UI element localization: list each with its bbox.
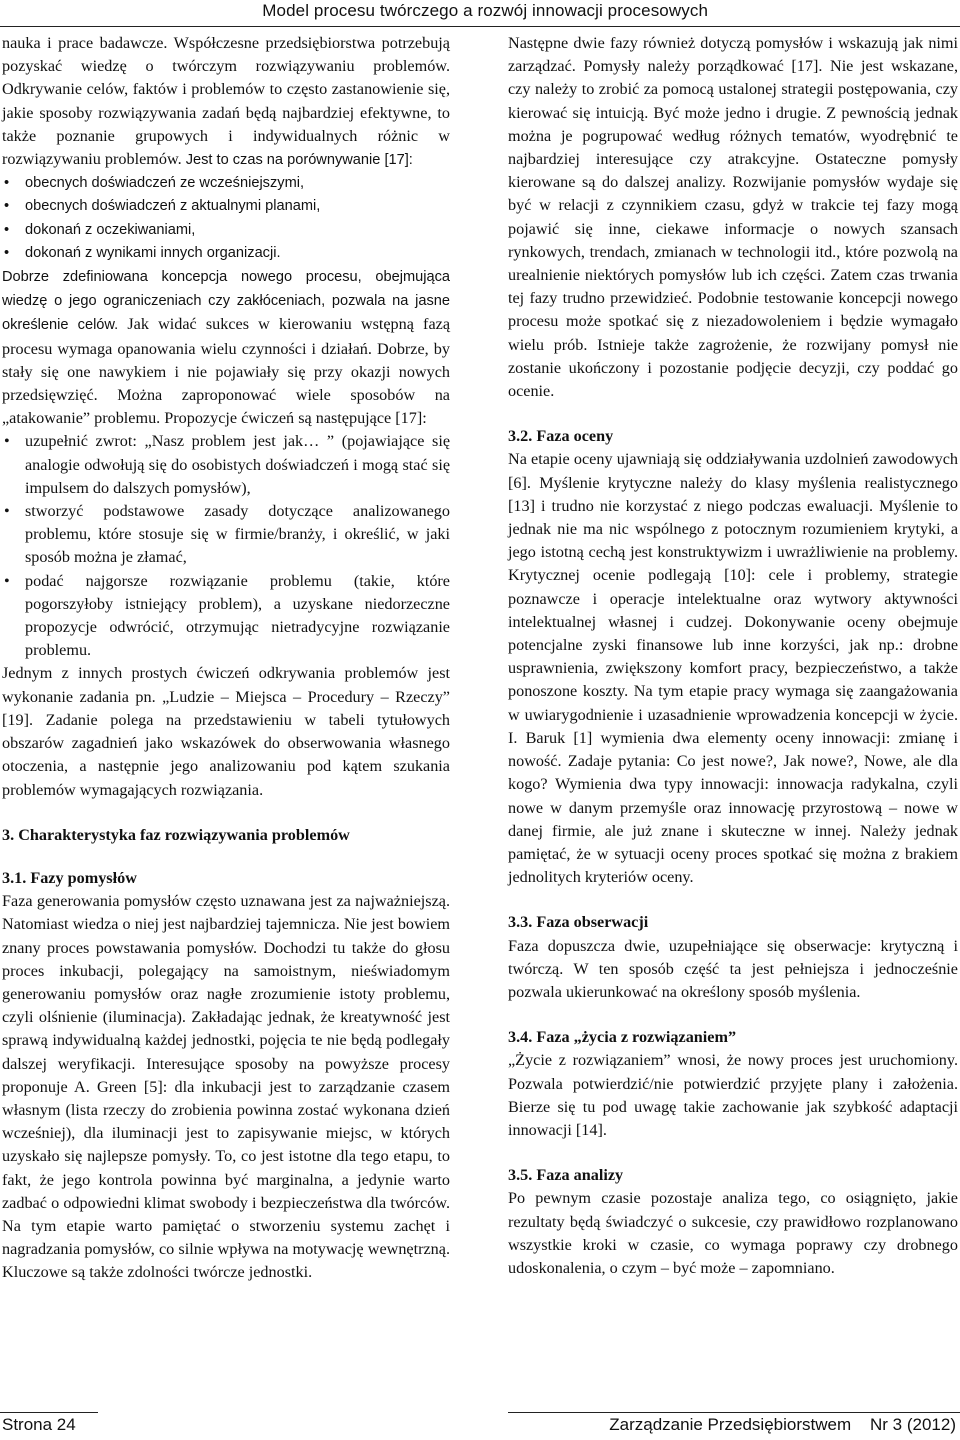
paragraph: Faza generowania pomysłów często uznawana jest za najważniejszą. Natomiast wiedza o niej jest najbardziej tajemnicza. Nie jest bowiem znany proces powstawania pomysłów. Dochodzi tu także do głosu proces inkubacji, polegający na samoistnym, nieświadomym generowaniu pomysłów oraz nagłe zrozumienie istoty problemu, czyli olśnienie (iluminacja). Zakładając jednak, że kreatywność jest sprawą indywidualną każdej jednostki, pojęcia te nie będą podlegały dalszej weryfikacji. Interesujące sposoby na powyższe procesy proponuje A. Green [5]: dla inkubacji jest to zarządzanie czasem własnym (lista rzeczy do zrobienia powinna zostać wykonana dzień wcześniej), dla iluminacji jest to zapisywanie miejsc, w których uzyskało się najlepsze pomysły. To, co jest istotne dla tego etapu, to fakt, że jego kontrola powinna być marginalna, a jedynie warto zadbać o odpowiedni klimat swobody i bezpieczeństwa dla twórców. Na tym etapie warto pamiętać o stworzeniu systemu zachęt i nagradzania pomysłów, co silnie wpływa na motywację wewnętrzną. Kluczowe są także zdolności twórcze jednostki. [2, 892, 450, 1282]
running-title: Model procesu twórczego a rozwój innowacji procesowych [262, 1, 708, 20]
subsection-heading: 3.2. Faza oceny [508, 427, 614, 446]
footer-rule-right [508, 1412, 960, 1413]
footer-rule-left [0, 1412, 98, 1413]
section-heading: 3. Charakterystyka faz rozwiązywania problemów [2, 825, 350, 844]
list-item: • podać najgorsze rozwiązanie problemu (takie, które pogorszyłoby istniejący problem), a uzyskane niedorzeczne propozycje odwrócić, otrzymując nietradycyjne rozwiązanie problemu. [2, 570, 450, 663]
running-header [0, 0, 960, 27]
comparison-list [2, 172, 450, 265]
right-column [508, 32, 958, 1280]
list-item: • obecnych doświadczeń z aktualnymi planami, [2, 195, 450, 218]
left-column [2, 32, 450, 1285]
paragraph [2, 265, 450, 430]
paragraph: Na etapie oceny ujawniają się oddziaływania uzdolnień zawodowych [6]. Myślenie krytyczne należy do klasy myślenia realistycznego [13] i trudno nie korzystać z niego podczas ewaluacji. Myślenie to jednak nie ma nic wspólnego z potocznym rozumieniem krytyki, a jego istotną cechą jest konstruktywizm i uwrażliwienie na problemy. Krytycznej ocenie podlegają [10]: cele i problemy, strategie poznawcze i operacje intelektualne oraz wytwory aktywności intelektualnej własnej i cudzej. Dokonywanie oceny obejmuje potencjalne zyski finansowe lub inne korzyści, jak np.: drobne usprawnienia, zwiększony komfort pracy, bezpieczeństwo, a także ponoszone koszty. Na tym etapie pracy wymaga się zaangażowania w uwiarygodnienie i uzasadnienie wprowadzenia koncepcji w życie. I. Baruk [1] wymienia dwa elementy oceny innowacji: zmianę i nowość. Zadaje pytania: Co jest nowe?, Jak nowe?, Nowe, ale dla kogo? Wymienia dwa typy innowacji: innowacja radykalna, czyli nowe w danym przemyśle oraz innowację przyrostową – nowe w danej firmie, ale już znane i skuteczne w innej. Należy jednak pamiętać, że w sytuacji oceny proces spotkać się można z brakiem jednolitych kryteriów oceny. [508, 450, 958, 887]
paragraph-text: Jest to czas na porównywanie [17]: [185, 152, 413, 169]
exercise-list [2, 430, 450, 662]
subsection-heading: 3.4. Faza „życia z rozwiązaniem” [508, 1028, 737, 1047]
list-item: • obecnych doświadczeń ze wcześniejszymi, [2, 172, 450, 195]
subsection-heading: 3.5. Faza analizy [508, 1166, 624, 1185]
paragraph: Jednym z innych prostych ćwiczeń odkrywania problemów jest wykonanie zadania pn. „Ludzie – Miejsca – Procedury – Rzeczy” [19]. Zadanie polega na przedstawieniu w tabeli tytułowych obszarów zagadnień jako wskazówek do obserwowania własnego otoczenia, a następnie jego analizowaniu pod kątem szukania problemów wymagających rozwiązania. [2, 664, 450, 799]
paragraph: Po pewnym czasie pozostaje analiza tego, co osiągnięto, jakie rezultaty będą świadczyć o sukcesie, czy prawidłowo rozplanowano wszystkie kroki w czasie, co wymaga poprawy czy drobnego udoskonalenia, o czym – być może – zapomniano. [508, 1189, 958, 1277]
subsection-heading: 3.3. Faza obserwacji [508, 913, 649, 932]
list-item: • stworzyć podstawowe zasady dotyczące analizowanego problemu, które stosuje się w firmie/branży, i określić, w jaki sposób można je złamać, [2, 500, 450, 570]
subsection-heading: 3.1. Fazy pomysłów [2, 868, 137, 887]
page-number: Strona 24 [2, 1415, 76, 1434]
journal-info: Zarządzanie Przedsiębiorstwem Nr 3 (2012) [609, 1415, 956, 1434]
paragraph: Faza dopuszcza dwie, uzupełniające się obserwacje: krytyczną i twórczą. W ten sposób część ta jest pełniejsza i jednocześnie pozwala ukierunkować na określony sposób myślenia. [508, 936, 958, 1001]
paragraph-text: nauka i prace badawcze. Współczesne przedsiębiorstwa potrzebują pozyskać wiedzę o twórczym rozwiązywaniu problemów. Odkrywanie celów, faktów i problemów to często zastanowienie się, jakie sposoby rozwiązywania zadań będą najbardziej efektywne, to także poznanie grupowych i indywidualnych różnic w rozwiązywaniu problemów. [2, 34, 450, 169]
list-item: • uzupełnić zwrot: „Nasz problem jest jak… ” (pojawiające się analogie odwołują się do osobistych doświadczeń i mogą stać się impulsem do dalszych pomysłów), [2, 430, 450, 500]
list-item: • dokonań z wynikami innych organizacji. [2, 242, 450, 265]
paragraph: Następne dwie fazy również dotyczą pomysłów i wskazują jak nimi zarządzać. Pomysły należy porządkować [17]. Nie jest wskazane, czy należy to zrobić za pomocą ustalonej strategii postępowania, czy kierować się intuicją. Być może jedno i drugie. Z pewnością jednak można je pogrupować według różnych tematów, wyodrębnić te najbardziej interesujące czy atrakcyjne. Ostateczne pomysły kierowane są do dalszej analizy. Rozwijanie pomysłów wydaje się być w relacji z czynnikiem czasu, gdyż w trakcie tej fazy mogą pojawić się inne, ciekawe informacje o nowych szansach rynkowych, trendach, zmianach w technologii itd., które pozwolą na urealnienie niektórych pomysłów lub ich części. Zatem czas trwania tej fazy trudno przewidzieć. Podobnie testowanie koncepcji nowego procesu może spotkać się z niezadowoleniem i będzie wymagało wielu prób. Istnieje także zagrożenie, że rozwijany pomysł nie zostanie ukończony i pozostanie podjęcie decyzji, czy poddać go ocenie. [508, 34, 958, 401]
list-item: • dokonań z oczekiwaniami, [2, 219, 450, 242]
paragraph: „Życie z rozwiązaniem” wnosi, że nowy proces jest uruchomiony. Pozwala potwierdzić/nie potwierdzić przyjęte plany i założenia. Bierze się tu pod uwagę takie zachowanie jak szybkość adaptacji innowacji [14]. [508, 1051, 958, 1139]
paragraph [2, 32, 450, 172]
paragraph-text: Jak widać sukces w kierowaniu wstępną fazą procesu wymaga opanowania wielu czynności i działań. Dobrze, by stały się one nawykiem i nie pojawiały się przy okazji nowych przedsięwzięć. Można zaproponować wiele sposobów na „atakowanie” problemu. Propozycje ćwiczeń są następujące [17]: [2, 315, 451, 428]
paragraph-text: Dobrze zdefiniowana koncepcja nowego procesu, obejmująca wiedzę o jego ograniczeniach czy zakłóceniach, pozwala na jasne określenie celów. [2, 269, 450, 334]
